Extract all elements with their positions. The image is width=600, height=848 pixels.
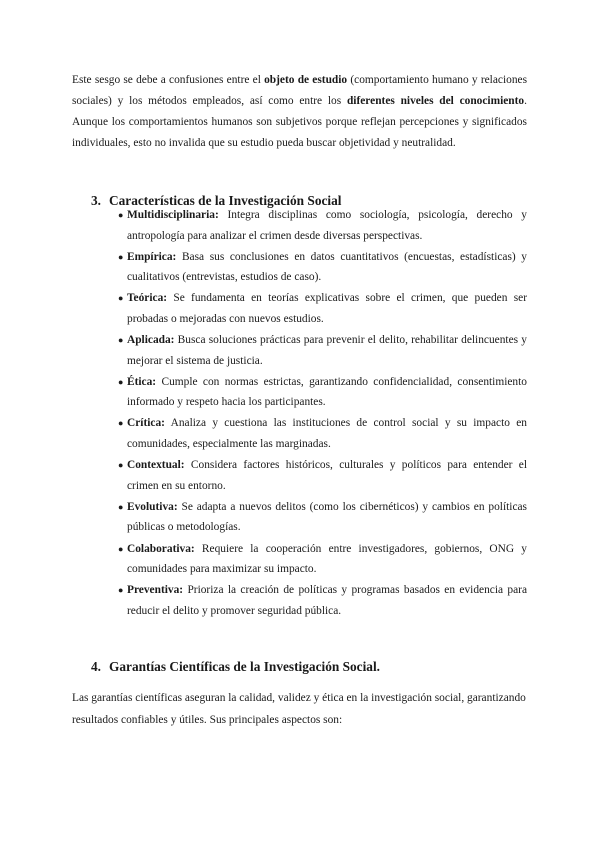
list-item-term: Ética: [127,375,157,388]
list-item [118,497,527,538]
bullet-icon: ● [118,251,124,262]
list-item-text: Busca soluciones prácticas para prevenir el delito, rehabilitar delincuentes y mejorar el sistema de justicia. [127,334,527,367]
bullet-icon: ● [118,293,124,304]
section-3-number: 3. [91,193,101,208]
list-item-term: Preventiva: [127,584,184,597]
bullet-icon: ● [118,460,124,471]
list-item-term: Evolutiva: [127,500,178,513]
list-item-text: Se adapta a nuevos delitos (como los cibernéticos) y cambios en políticas públicas o metodologías. [127,500,527,534]
list-item-text: Se fundamenta en teorías explicativas sobre el crimen, que pueden ser probadas o mejoradas con nuevos estudios. [127,292,527,325]
list-item [118,413,527,454]
bullet-icon: ● [118,376,124,387]
bullet-icon: ● [118,418,124,429]
list-item-text: Cumple con normas estrictas, garantizando confidencialidad, consentimiento informado y respeto hacia los participantes. [127,375,527,409]
list-item [118,580,527,621]
list-item-text: Prioriza la creación de políticas y programas basados en evidencia para reducir el delito y promover seguridad pública. [127,584,527,617]
list-item-text: Considera factores históricos, culturales y políticos para entender el crimen en su entorno. [127,459,527,492]
intro-paragraph [72,70,527,154]
list-item-term: Multidisciplinaria: [127,209,219,221]
list-item-text: Analiza y cuestiona las instituciones de control social y su impacto en comunidades, especialmente las marginadas. [127,417,527,451]
intro-text-2: (comportamiento humano y relaciones sociales) y los métodos empleados, así como entre los [72,74,527,107]
list-item [118,539,527,580]
list-item-term: Empírica: [127,250,177,263]
list-item-term: Aplicada: [127,334,175,347]
intro-bold-levels: diferentes niveles del conocimiento [346,95,525,107]
list-item-text: Basa sus conclusiones en datos cuantitativos (encuestas, estadísticas) y cualitativos (entrevistas, estudios de caso). [127,250,527,284]
intro-bold-object: objeto de estudio [264,74,348,86]
list-item [118,330,527,371]
list-item [118,288,527,329]
section-4-heading [91,659,380,675]
list-item-term: Crítica: [127,417,165,430]
bullet-icon: ● [118,543,124,554]
list-item-term: Contextual: [127,459,185,472]
intro-text-3: . Aunque los comportamientos humanos son subjetivos porque reflejan percepciones y significados individuales, esto no invalida que su estudio pueda buscar objetividad y neutralidad. [72,95,527,149]
section-4-body: Las garantías científicas aseguran la calidad, validez y ética en la investigación social, garantizando resultados confiables y útiles. Sus principales aspectos son: [72,692,526,726]
list-item-text: Integra disciplinas como sociología, psicología, derecho y antropología para analizar el crimen desde diversas perspectivas. [127,209,527,242]
list-item [118,247,527,288]
list-item-term: Colaborativa: [127,542,195,555]
list-item-text: Requiere la cooperación entre investigadores, gobiernos, ONG y comunidades para maximizar su impacto. [127,542,527,576]
bullet-icon: ● [118,210,124,220]
section-4-title: Garantías Científicas de la Investigación Social. [109,659,381,674]
bullet-icon: ● [118,501,124,512]
section-4-number: 4. [91,659,101,674]
section-3-title: Características de la Investigación Social [109,193,342,208]
list-item-term: Teórica: [127,292,168,305]
bullet-icon: ● [118,335,124,346]
list-item [118,455,527,496]
list-item [118,372,527,413]
list-item [118,205,527,246]
characteristics-list [118,205,527,622]
bullet-icon: ● [118,585,124,596]
intro-text-1: Este sesgo se debe a confusiones entre el [72,74,265,86]
